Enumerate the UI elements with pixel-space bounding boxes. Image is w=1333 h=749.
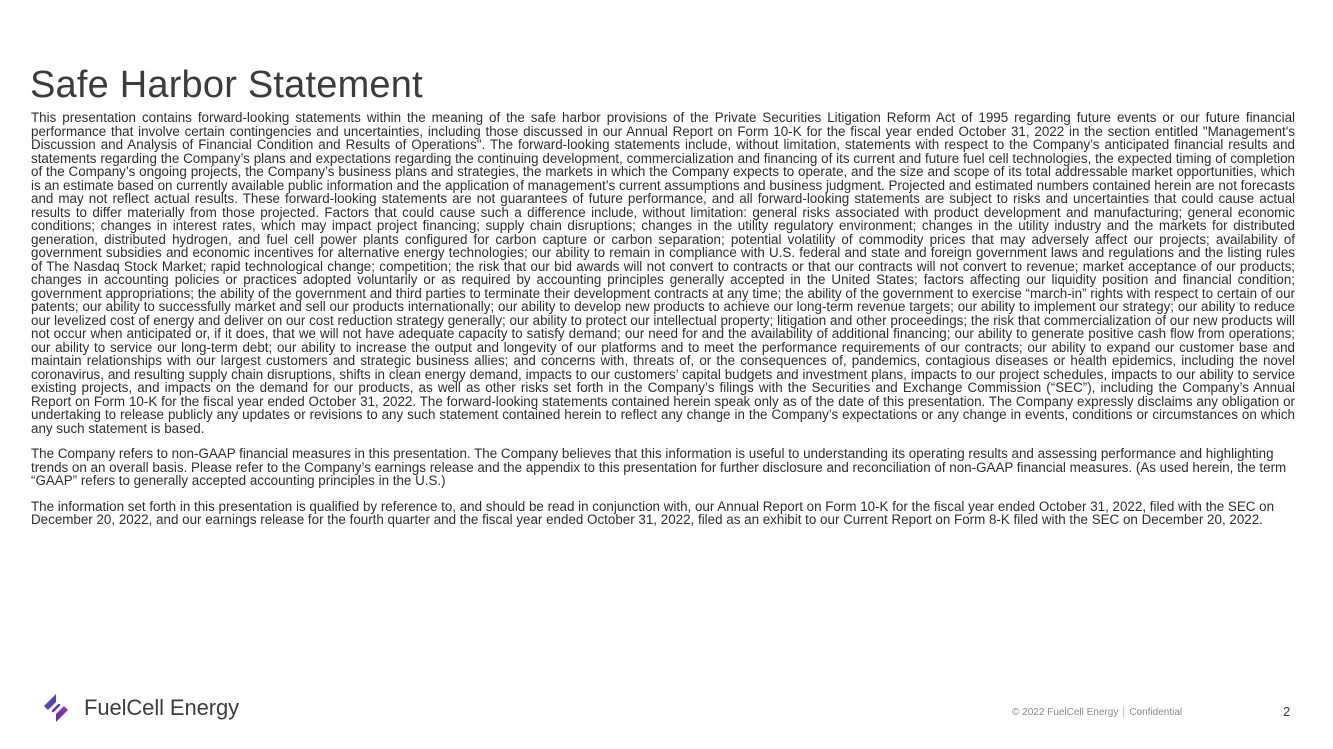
- slide-title: Safe Harbor Statement: [30, 64, 423, 106]
- footer: [1012, 706, 1182, 718]
- safe-harbor-paragraph: This presentation contains forward-looking statements within the meaning of the safe harbor provisions of the Private Securities Litigation Reform Act of 1995 regarding future events or our future financial performance that involve certain contingencies and uncertainties, including those discussed in our Annual Report on Form 10-K for the fiscal year ended October 31, 2022 in the section entitled "Management's Discussion and Analysis of Financial Condition and Results of Operations". The forward-looking statements include, without limitation, statements with respect to the Company’s anticipated financial results and statements regarding the Company’s plans and expectations regarding the continuing development, commercialization and financing of its current and future fuel cell technologies, the expected timing of completion of the Company’s ongoing projects, the Company’s business plans and strategies, the markets in which the Company expects to operate, and the size and scope of its total addressable market opportunities, which is an estimate based on currently available public information and the application of management’s current assumptions and business judgment. Projected and estimated numbers contained herein are not forecasts and may not reflect actual results. These forward-looking statements are not guarantees of future performance, and all forward-looking statements are subject to risks and uncertainties that could cause actual results to differ materially from those projected. Factors that could cause such a difference include, without limitation: general risks associated with product development and manufacturing; general economic conditions; changes in interest rates, which may impact project financing; supply chain disruptions; changes in the utility regulatory environment; changes in the utility industry and the markets for distributed generation, distributed hydrogen, and fuel cell power plants configured for carbon capture or carbon separation; potential volatility of commodity prices that may adversely affect our projects; availability of government subsidies and economic incentives for alternative energy technologies; our ability to remain in compliance with U.S. federal and state and foreign government laws and regulations and the listing rules of The Nasdaq Stock Market; rapid technological change; competition; the risk that our bid awards will not convert to contracts or that our contracts will not convert to revenue; market acceptance of our products; changes in accounting policies or practices adopted voluntarily or as required by accounting principles generally accepted in the United States; factors affecting our liquidity position and financial condition; government appropriations; the ability of the government and third parties to terminate their development contracts at any time; the ability of the government to exercise “march-in” rights with respect to certain of our patents; our ability to successfully market and sell our products internationally; our ability to develop new products to achieve our long-term revenue targets; our ability to implement our strategy; our ability to reduce our levelized cost of energy and deliver on our cost reduction strategy generally; our ability to protect our intellectual property; litigation and other proceedings; the risk that commercialization of our new products will not occur when anticipated or, if it does, that we will not have adequate capacity to satisfy demand; our need for and the availability of additional financing; our ability to generate positive cash flow from operations; our ability to service our long-term debt; our ability to increase the output and longevity of our platforms and to meet the performance requirements of our contracts; our ability to expand our customer base and maintain relationships with our largest customers and strategic business allies; and concerns with, threats of, or the consequences of, pandemics, contagious diseases or health epidemics, including the novel coronavirus, and resulting supply chain disruptions, shifts in clean energy demand, impacts to our customers’ capital budgets and investment plans, impacts to our project schedules, impacts to our ability to service existing projects, and impacts on the demand for our products, as well as other risks set forth in the Company’s filings with the Securities and Exchange Commission (“SEC”), including the Company’s Annual Report on Form 10-K for the fiscal year ended October 31, 2022. The forward-looking statements contained herein speak only as of the date of this presentation. The Company expressly disclaims any obligation or undertaking to release publicly any updates or revisions to any such statement contained herein to reflect any change in the Company’s expectations or any change in events, conditions or circumstances on which any such statement is based.: [31, 110, 1295, 436]
- confidential-label: Confidential: [1129, 706, 1183, 718]
- non-gaap-paragraph: The Company refers to non-GAAP financial measures in this presentation. The Company believes that this information is useful to understanding its operating results and assessing performance and highlighting trends on an overall basis. Please refer to the Company’s earnings release and the appendix to this presentation for further disclosure and reconciliation of non-GAAP financial measures. (As used herein, the term “GAAP” refers to generally accepted accounting principles in the U.S.): [31, 446, 1287, 488]
- logo-wordmark: FuelCell Energy: [84, 695, 240, 720]
- footer-divider: [1123, 706, 1124, 718]
- copyright-text: © 2022 FuelCell Energy: [1012, 706, 1119, 718]
- company-logo: [40, 690, 239, 726]
- qualification-paragraph: The information set forth in this presentation is qualified by reference to, and should be read in conjunction with, our Annual Report on Form 10-K for the fiscal year ended October 31, 2022, filed with the SEC on December 20, 2022, and our earnings release for the fourth quarter and the fiscal year ended October 31, 2022, filed as an exhibit to our Current Report on Form 8-K filed with the SEC on December 20, 2022.: [31, 498, 1275, 527]
- page-number: 2: [1283, 704, 1291, 719]
- slide-body: [31, 111, 1295, 539]
- fuelcell-diamond-logo-icon: [40, 692, 72, 724]
